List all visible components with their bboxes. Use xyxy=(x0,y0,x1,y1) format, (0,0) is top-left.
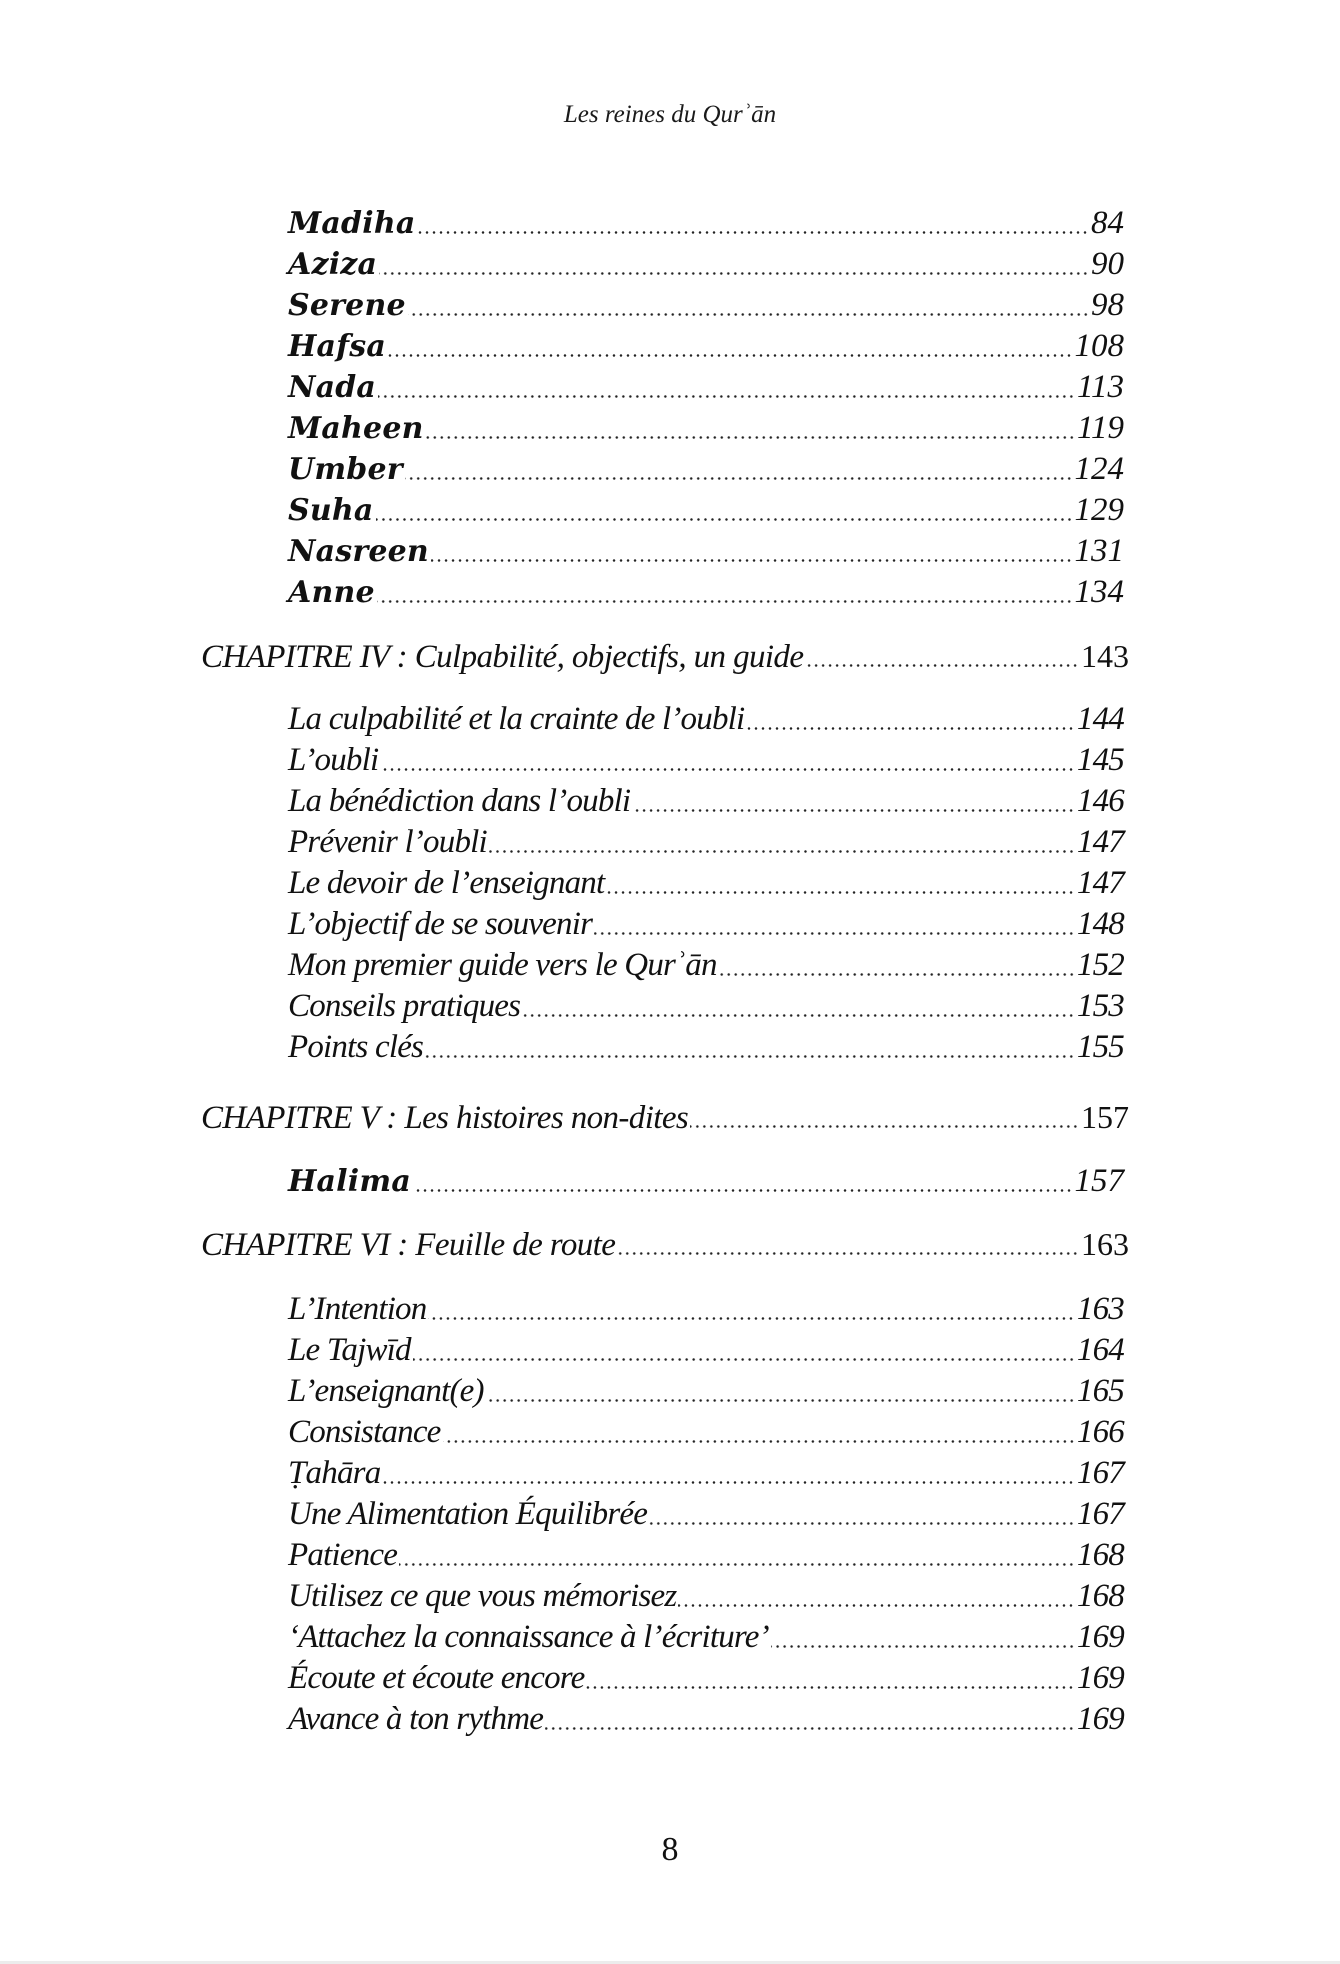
dot-leader xyxy=(425,1027,1075,1067)
toc-entry-label: La culpabilité et la crainte de l’oubli xyxy=(288,701,745,737)
toc-entry-maheen[interactable] xyxy=(288,408,1124,448)
toc-entry-label: L’enseignant(e) xyxy=(288,1373,484,1409)
toc-entry-label: Hafsa xyxy=(288,329,387,364)
toc-entry-page: 84 xyxy=(1091,205,1124,241)
toc-entry-oubli[interactable] xyxy=(288,740,1124,780)
dot-leader xyxy=(805,636,1079,676)
toc-entry-page: 168 xyxy=(1076,1578,1124,1614)
toc-entry-page: 165 xyxy=(1076,1373,1124,1409)
dot-leader xyxy=(594,904,1075,944)
toc-entry-label: ‘Attachez la connaissance à l’écriture’ xyxy=(288,1619,769,1655)
dot-leader xyxy=(522,986,1075,1026)
toc-entry-page: 124 xyxy=(1074,451,1124,487)
toc-entry-page: 145 xyxy=(1076,742,1124,778)
dot-leader xyxy=(719,945,1075,985)
toc-entry-label: Consistance xyxy=(288,1414,441,1450)
toc-entry-madiha[interactable] xyxy=(288,203,1124,243)
toc-entry-label: La bénédiction dans l’oubli xyxy=(288,783,631,819)
page-number: 8 xyxy=(661,1831,679,1868)
toc-entry-page: 146 xyxy=(1076,783,1124,819)
dot-leader xyxy=(649,1494,1075,1534)
toc-entry-premier-guide[interactable] xyxy=(288,945,1124,985)
toc-entry-page: 147 xyxy=(1076,865,1124,901)
dot-leader xyxy=(632,781,1075,821)
toc-entry-utilisez[interactable] xyxy=(288,1576,1124,1616)
toc-entry-label: Nada xyxy=(288,370,377,405)
toc-entry-label: Une Alimentation Équilibrée xyxy=(288,1496,648,1532)
toc-entry-label: Le Tajwīd xyxy=(288,1332,411,1368)
toc-entry-label: Patience xyxy=(288,1537,398,1573)
toc-entry-attachez[interactable] xyxy=(288,1617,1124,1657)
toc-chapter-label: CHAPITRE IV : Culpabilité, objectifs, un guide xyxy=(201,639,804,675)
toc-chapter-iv[interactable] xyxy=(201,636,1129,676)
toc-entry-page: 153 xyxy=(1076,988,1124,1024)
dot-leader xyxy=(617,1224,1079,1264)
toc-entry-page: 164 xyxy=(1076,1332,1124,1368)
toc-entry-page: 147 xyxy=(1076,824,1124,860)
toc-entry-label: Points clés xyxy=(288,1029,424,1065)
toc-entry-alimentation[interactable] xyxy=(288,1494,1124,1534)
toc-entry-label: L’objectif de se souvenir xyxy=(288,906,593,942)
toc-entry-benediction[interactable] xyxy=(288,781,1124,821)
dot-leader xyxy=(771,1617,1075,1657)
toc-entry-page: 148 xyxy=(1076,906,1124,942)
toc-entry-umber[interactable] xyxy=(288,449,1124,489)
toc-entry-enseignant[interactable] xyxy=(288,1371,1124,1411)
toc-entry-page: 131 xyxy=(1074,533,1124,569)
dot-leader xyxy=(586,1658,1074,1698)
toc-chapter-vi[interactable] xyxy=(201,1224,1129,1264)
dot-leader xyxy=(428,1289,1074,1329)
toc-entry-label: Serene xyxy=(288,288,406,323)
toc-entry-nasreen[interactable] xyxy=(288,531,1124,571)
toc-entry-page: 166 xyxy=(1076,1414,1124,1450)
dot-leader xyxy=(443,1412,1075,1452)
toc-entry-label: Madiha xyxy=(288,206,416,241)
toc-entry-label: Conseils pratiques xyxy=(288,988,521,1024)
toc-entry-suha[interactable] xyxy=(288,490,1124,530)
toc-entry-page: 119 xyxy=(1076,410,1124,446)
toc-entry-page: 167 xyxy=(1076,1496,1124,1532)
toc-entry-hafsa[interactable] xyxy=(288,326,1124,366)
toc-entry-label: Aziza xyxy=(288,247,378,282)
toc-entry-intention[interactable] xyxy=(288,1289,1124,1329)
dot-leader xyxy=(426,408,1075,448)
dot-leader xyxy=(431,531,1073,571)
dot-leader xyxy=(405,449,1073,489)
toc-entry-prevenir[interactable] xyxy=(288,822,1124,862)
toc-entry-points-cles[interactable] xyxy=(288,1027,1124,1067)
dot-leader xyxy=(382,1453,1074,1493)
dot-leader xyxy=(376,490,1073,530)
dot-leader xyxy=(379,244,1089,284)
toc-entry-page: 169 xyxy=(1076,1619,1124,1655)
toc-entry-label: Le devoir de l’enseignant xyxy=(288,865,605,901)
toc-chapter-v[interactable] xyxy=(201,1097,1129,1137)
toc-entry-anne[interactable] xyxy=(288,572,1124,612)
dot-leader xyxy=(388,326,1072,366)
toc-entry-consistance[interactable] xyxy=(288,1412,1124,1452)
toc-entry-page: 155 xyxy=(1076,1029,1124,1065)
toc-chapter-page: 163 xyxy=(1081,1226,1129,1262)
dot-leader xyxy=(380,740,1075,780)
dot-leader xyxy=(746,699,1075,739)
toc-entry-tahara[interactable] xyxy=(288,1453,1124,1493)
toc-entry-label: Prévenir l’oubli xyxy=(288,824,487,860)
toc-entry-label: Maheen xyxy=(288,411,424,446)
toc-entry-halima[interactable] xyxy=(288,1161,1124,1201)
dot-leader xyxy=(678,1576,1074,1616)
toc-entry-tajwid[interactable] xyxy=(288,1330,1124,1370)
toc-entry-nada[interactable] xyxy=(288,367,1124,407)
toc-entry-culpabilite[interactable] xyxy=(288,699,1124,739)
toc-entry-page: 157 xyxy=(1074,1163,1124,1199)
toc-entry-page: 152 xyxy=(1076,947,1124,983)
toc-entry-patience[interactable] xyxy=(288,1535,1124,1575)
toc-entry-page: 129 xyxy=(1074,492,1124,528)
toc-entry-avance[interactable] xyxy=(288,1699,1124,1739)
toc-entry-page: 167 xyxy=(1076,1455,1124,1491)
toc-entry-page: 134 xyxy=(1074,574,1124,610)
dot-leader xyxy=(606,863,1075,903)
dot-leader xyxy=(417,203,1089,243)
toc-chapter-label: CHAPITRE VI : Feuille de route xyxy=(201,1227,616,1263)
dot-leader xyxy=(413,1161,1073,1201)
toc-entry-page: 163 xyxy=(1076,1291,1124,1327)
toc-entry-label: Halima xyxy=(288,1164,411,1199)
toc-entry-page: 90 xyxy=(1091,246,1124,282)
dot-leader xyxy=(545,1699,1075,1739)
toc-entry-label: Nasreen xyxy=(288,534,429,569)
toc-entry-serene[interactable] xyxy=(288,285,1124,325)
toc-entry-label: Mon premier guide vers le Qurʾān xyxy=(288,947,717,983)
toc-chapter-label: CHAPITRE V : Les histoires non-dites xyxy=(201,1100,689,1136)
toc-entry-page: 144 xyxy=(1076,701,1124,737)
toc-entry-label: L’oubli xyxy=(288,742,379,778)
dot-leader xyxy=(413,1330,1075,1370)
dot-leader xyxy=(399,1535,1075,1575)
toc-entry-label: L’Intention xyxy=(288,1291,427,1327)
toc-entry-conseils[interactable] xyxy=(288,986,1124,1026)
toc-entry-label: Ṭahāra xyxy=(288,1455,381,1491)
toc-entry-page: 113 xyxy=(1076,369,1124,405)
dot-leader xyxy=(690,1097,1079,1137)
toc-entry-devoir[interactable] xyxy=(288,863,1124,903)
toc-entry-page: 98 xyxy=(1091,287,1124,323)
toc-entry-label: Écoute et écoute encore xyxy=(288,1660,585,1696)
toc-entry-aziza[interactable] xyxy=(288,244,1124,284)
toc-entry-page: 108 xyxy=(1074,328,1124,364)
toc-entry-objectif[interactable] xyxy=(288,904,1124,944)
dot-leader xyxy=(378,367,1075,407)
toc-entry-page: 169 xyxy=(1076,1660,1124,1696)
toc-chapter-page: 157 xyxy=(1081,1099,1129,1135)
toc-entry-label: Utilisez ce que vous mémorisez xyxy=(288,1578,677,1614)
dot-leader xyxy=(486,1371,1075,1411)
toc-entry-ecoute[interactable] xyxy=(288,1658,1124,1698)
toc-entry-label: Avance à ton rythme xyxy=(288,1701,544,1737)
toc-entry-page: 168 xyxy=(1076,1537,1124,1573)
dot-leader xyxy=(408,285,1089,325)
toc-entry-label: Umber xyxy=(288,452,403,487)
toc-entry-label: Suha xyxy=(288,493,374,528)
toc-chapter-page: 143 xyxy=(1081,638,1129,674)
toc-entry-page: 169 xyxy=(1076,1701,1124,1737)
dot-leader xyxy=(377,572,1073,612)
dot-leader xyxy=(489,822,1075,862)
running-header: Les reines du Qurʾān xyxy=(563,101,777,128)
toc-entry-label: Anne xyxy=(288,575,375,610)
